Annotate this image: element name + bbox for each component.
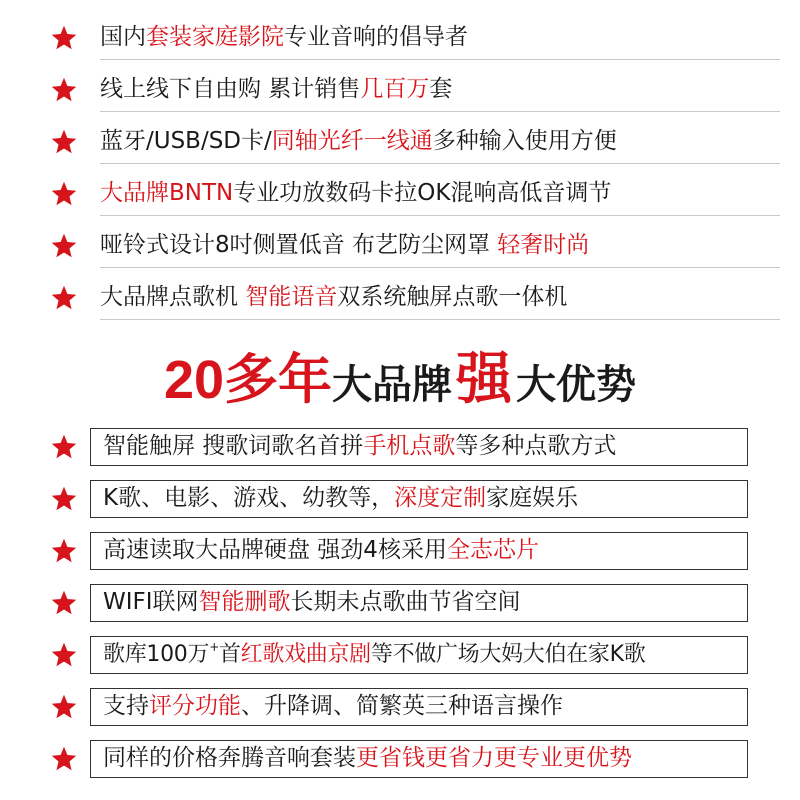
feature-highlight: 大品牌BNTN: [100, 180, 234, 206]
feature-highlight: 几百万: [360, 76, 430, 102]
red-star-icon: [50, 232, 78, 260]
red-star-icon: [50, 745, 78, 773]
headline-advantage: 大优势: [516, 362, 637, 408]
feature-text: 专业功放数码卡拉OK混响高低音调节: [233, 180, 612, 206]
feature-text: 双系统触屏点歌一体机: [337, 284, 568, 310]
feature-highlight: 智能语音: [245, 284, 338, 310]
feature-row: [100, 222, 780, 268]
red-star-icon: [50, 76, 78, 104]
feature-highlight: 手机点歌: [363, 433, 456, 459]
feature-box: [90, 480, 748, 518]
divider: [100, 267, 780, 268]
feature-box: [90, 740, 748, 778]
feature-text: 智能触屏 搜歌词歌名首拼: [103, 433, 364, 459]
headline-strong: 强: [456, 347, 513, 412]
feature-text: 套: [429, 76, 453, 102]
divider: [100, 215, 780, 216]
feature-text: 多种输入使用方便: [432, 128, 617, 154]
feature-text: 首: [218, 642, 241, 667]
red-star-icon: [50, 537, 78, 565]
feature-box: [90, 636, 748, 674]
feature-box: [90, 532, 748, 570]
red-star-icon: [50, 284, 78, 312]
red-star-icon: [50, 433, 78, 461]
divider: [100, 111, 780, 112]
plus-superscript: +: [209, 640, 219, 654]
feature-highlight: 同轴光纤一线通: [271, 128, 433, 154]
red-star-icon: [50, 128, 78, 156]
divider: [100, 163, 780, 164]
red-star-icon: [50, 24, 78, 52]
feature-row: [100, 14, 780, 60]
feature-text: 哑铃式设计8吋侧置低音 布艺防尘网罩: [100, 232, 498, 258]
feature-box: [90, 688, 748, 726]
feature-text: 专业音响的倡导者: [284, 24, 468, 50]
feature-row: [100, 118, 780, 164]
feature-text: 家庭娱乐: [486, 485, 579, 511]
feature-text: 同样的价格奔腾音响套装: [103, 745, 356, 771]
feature-highlight: 评分功能: [149, 693, 241, 719]
feature-text: 等不做广场大妈大伯在家K歌: [370, 642, 646, 667]
feature-text: 长期未点歌曲节省空间: [290, 589, 521, 615]
red-star-icon: [50, 180, 78, 208]
headline-years: 20多年: [163, 350, 333, 410]
feature-text: K歌、电影、游戏、幼教等，: [103, 485, 395, 511]
feature-box: [90, 428, 748, 466]
feature-text: 大品牌点歌机: [100, 284, 246, 310]
headline-banner: [0, 335, 800, 412]
feature-text: 蓝牙/USB/SD卡/: [100, 128, 272, 154]
red-star-icon: [50, 589, 78, 617]
feature-highlight: 红歌戏曲京剧: [240, 642, 371, 667]
feature-text: 支持: [103, 693, 149, 719]
red-star-icon: [50, 693, 78, 721]
feature-text: 国内: [100, 24, 146, 50]
feature-highlight: 全志芯片: [446, 537, 539, 563]
red-star-icon: [50, 641, 78, 669]
feature-highlight: 轻奢时尚: [497, 232, 590, 258]
feature-text: WIFI联网: [103, 589, 199, 615]
feature-text: 高速读取大品牌硬盘 强劲4核采用: [103, 537, 447, 563]
headline-brand: 大品牌: [332, 362, 453, 408]
red-star-icon: [50, 485, 78, 513]
feature-highlight: 套装家庭影院: [146, 24, 284, 50]
feature-row: [100, 170, 780, 216]
feature-text: 线上线下自由购 累计销售: [100, 76, 361, 102]
feature-highlight: 智能删歌: [198, 589, 291, 615]
feature-text: 歌库100万: [103, 642, 210, 667]
feature-text: 、升降调、简繁英三种语言操作: [241, 693, 563, 719]
feature-text: 等多种点歌方式: [455, 433, 617, 459]
feature-highlight: 更省钱更省力更专业更优势: [356, 745, 632, 771]
feature-row: [100, 66, 780, 112]
divider: [100, 59, 780, 60]
feature-row: [100, 274, 780, 320]
divider: [100, 319, 780, 320]
feature-box: [90, 584, 748, 622]
feature-highlight: 深度定制: [394, 485, 487, 511]
